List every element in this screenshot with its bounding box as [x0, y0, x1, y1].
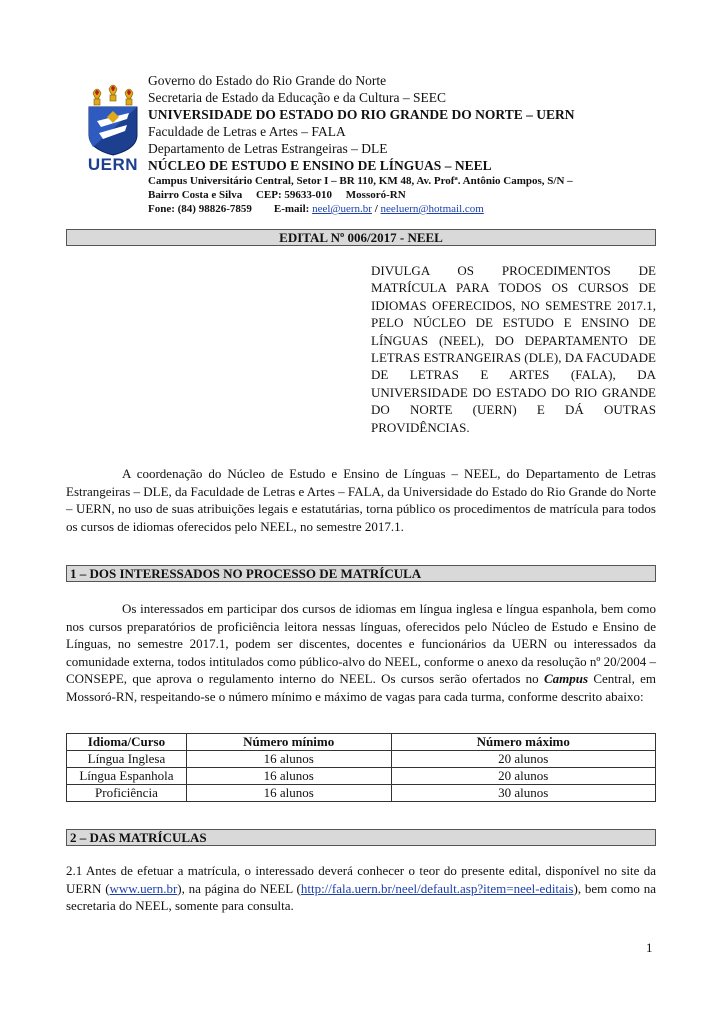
table-header: Número mínimo	[186, 734, 391, 751]
header-address-line1: Campus Universitário Central, Setor I – BR 110, KM 48, Av. Profª. Antônio Campos, S/N –	[148, 175, 573, 187]
edital-summary: DIVULGA OS PROCEDIMENTOS DE MATRÍCULA PARA TODOS OS CURSOS DE IDIOMAS OFERECIDOS, NO SEMESTRE 2017.1, PELO NÚCLEO DE ESTUDO E ENSINO DE LÍNGUAS (NEEL), DO DEPARTAMENTO DE LETRAS ESTRANGEIRAS (DLE), DA FACUDADE DE LETRAS E ARTES (FALA), DA UNIVERSIDADE DO ESTADO DO RIO GRANDE DO NORTE (UERN) E DÁ OUTRAS PROVIDÊNCIAS.	[371, 263, 656, 435]
table-cell: Proficiência	[67, 785, 187, 802]
table-header-row	[67, 734, 656, 751]
header-university: UNIVERSIDADE DO ESTADO DO RIO GRANDE DO NORTE – UERN	[148, 107, 575, 122]
edital-title: EDITAL Nº 006/2017 - NEEL	[66, 229, 656, 246]
page-number: 1	[646, 940, 653, 955]
table-cell: 16 alunos	[186, 751, 391, 768]
header-faculty: Faculdade de Letras e Artes – FALA	[148, 124, 346, 139]
section1-text-before: Os interessados em participar dos cursos de idiomas em língua inglesa e língua espanhola, bem como nos cursos preparatórios de proficiência leitora nessas línguas, oferecidos pelo Núcleo de Estudo e Ensino de Línguas, no semestre 2017.1, podem ser discentes, docentes e funcionários da UERN ou interessados da comunidade externa, todos intitulados como público-alvo do NEEL, conforme o anexo da resolução nº 20/2004 – CONSEPE, que aprova o regulamento interno do NEEL. Os cursos serão ofertados no	[66, 601, 656, 687]
table-row	[67, 768, 656, 785]
contact-phone: Fone: (84) 98826-7859 E-mail:	[148, 203, 313, 215]
intro-text: A coordenação do Núcleo de Estudo e Ensino de Línguas – NEEL, do Departamento de Letras Estrangeiras – DLE, da Faculdade de Letras e Artes – FALA, da Universidade do Estado do Rio Grande do Norte – UERN, no uso de suas atribuições legais e estatutárias, torna público os procedimentos de matrícula para todos os cursos de idiomas oferecidos pelo NEEL, no semestre 2017.1.	[66, 466, 657, 534]
letterhead	[148, 72, 668, 217]
email-link-neel[interactable]: neel@uern.br	[312, 203, 372, 215]
table-cell: Língua Inglesa	[67, 751, 187, 768]
section1-heading: 1 – DOS INTERESSADOS NO PROCESSO DE MATRÍCULA	[66, 565, 656, 582]
email-link-hotmail[interactable]: neeluern@hotmail.com	[380, 203, 484, 215]
table-header: Número máximo	[391, 734, 656, 751]
header-address-line2: Bairro Costa e Silva CEP: 59633-010 Mossoró-RN	[148, 189, 406, 201]
header-contact	[148, 202, 668, 217]
neel-page-link[interactable]: http://fala.uern.br/neel/default.asp?item=neel-editais	[300, 880, 574, 896]
section2-text-a: 2.1 Antes de efetuar a matrícula, o interessado deverá conhecer o teor do presente edital, disponível no site da UERN (	[66, 863, 656, 896]
campus-word: Campus	[543, 671, 589, 687]
email-separator: /	[371, 203, 381, 215]
table-cell: 30 alunos	[391, 785, 656, 802]
logo-text: UERN	[87, 155, 139, 174]
intro-paragraph	[66, 465, 656, 535]
header-secretariat: Secretaria de Estado da Educação e da Cultura – SEEC	[148, 90, 447, 105]
table-header: Idioma/Curso	[67, 734, 187, 751]
table-cell: 20 alunos	[391, 751, 656, 768]
section2-heading: 2 – DAS MATRÍCULAS	[66, 829, 656, 846]
section2-text-b: ), na página do NEEL (	[177, 880, 301, 896]
table-cell: 16 alunos	[186, 768, 391, 785]
vacancies-table	[66, 733, 656, 802]
table-cell: 16 alunos	[186, 785, 391, 802]
header-nucleus: NÚCLEO DE ESTUDO E ENSINO DE LÍNGUAS – NEEL	[148, 158, 492, 173]
section2-paragraph	[66, 862, 656, 915]
section1-paragraph	[66, 600, 656, 706]
table-row	[67, 751, 656, 768]
table-row	[67, 785, 656, 802]
header-government: Governo do Estado do Rio Grande do Norte	[148, 73, 387, 88]
section1-text-after: Central, em Mossoró-RN, respeitando-se o número mínimo e máximo de vagas para cada turma, conforme descrito abaixo:	[66, 671, 656, 704]
table-cell: 20 alunos	[391, 768, 656, 785]
header-department: Departamento de Letras Estrangeiras – DLE	[148, 141, 388, 156]
table-cell: Língua Espanhola	[67, 768, 187, 785]
section2-text-c: ), bem como na secretaria do NEEL, somente para consulta.	[66, 880, 656, 914]
uern-site-link[interactable]: www.uern.br	[109, 880, 178, 896]
